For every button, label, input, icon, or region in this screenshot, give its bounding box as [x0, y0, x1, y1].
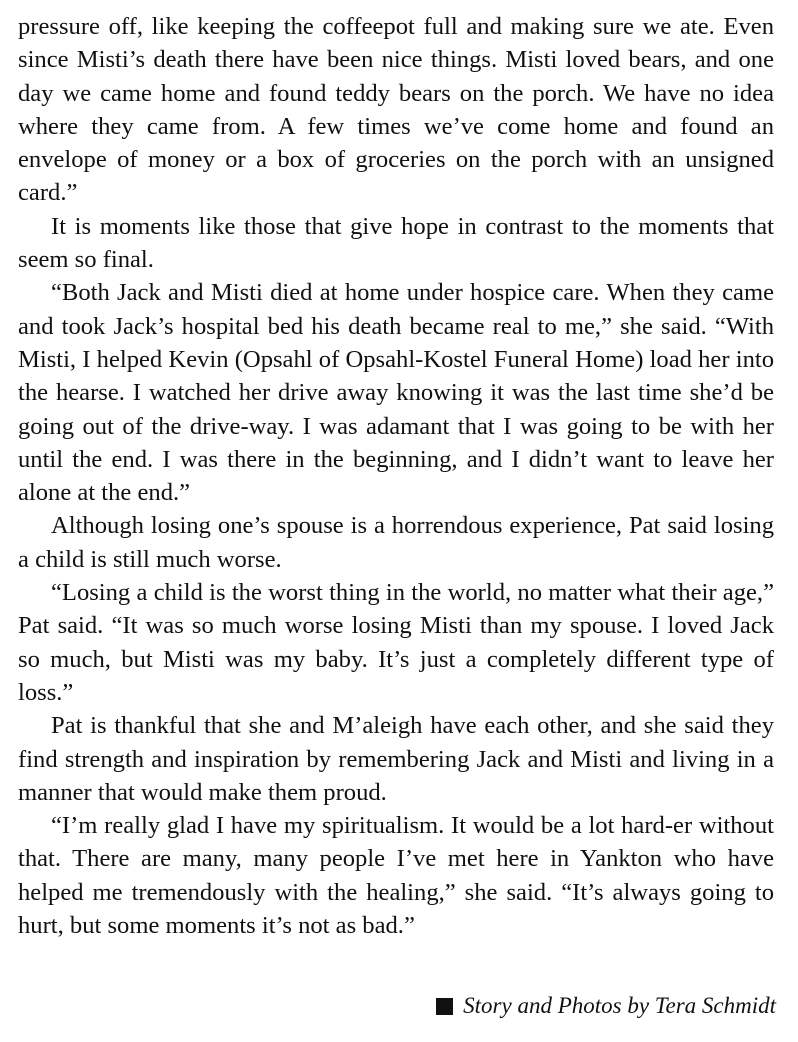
paragraph: “Both Jack and Misti died at home under hospice care. When they came and took Jack’s hospital bed his death became real to me,” she said. “With Misti, I helped Kevin (Opsahl of Opsahl-Kostel Funeral Home) load her into the hearse. I watched her drive away knowing it was the last time she’d be going out of the drive-way. I was adamant that I was going to be with her until the end. I was there in the beginning, and I didn’t want to leave her alone at the end.” [18, 279, 774, 507]
byline-text: Story and Photos by Tera Schmidt [463, 993, 776, 1018]
paragraph: “Losing a child is the worst thing in the world, no matter what their age,” Pat said. “It was so much worse losing Misti than my spouse. I loved Jack so much, but Misti was my baby. It’s just a completely different type of loss.” [18, 579, 774, 706]
paragraph: pressure off, like keeping the coffeepot full and making sure we ate. Even since Misti’s death there have been nice things. Misti loved bears, and one day we came home and found teddy bears on the porch. We have no idea where they came from. A few times we’ve come home and found an envelope of money or a box of groceries on the porch with an unsigned card.” [18, 13, 774, 207]
end-mark-square-icon [436, 998, 453, 1015]
article-body [18, 10, 774, 942]
byline [436, 993, 776, 1019]
paragraph: Pat is thankful that she and M’aleigh have each other, and she said they find strength and inspiration by remembering Jack and Misti and living in a manner that would make them proud. [18, 712, 774, 806]
paragraph: It is moments like those that give hope in contrast to the moments that seem so final. [18, 212, 774, 274]
paragraph: Although losing one’s spouse is a horrendous experience, Pat said losing a child is still much worse. [18, 512, 774, 573]
paragraph: “I’m really glad I have my spiritualism. It would be a lot hard-er without that. There are many, many people I’ve met here in Yankton who have helped me tremendously with the healing,” she said. “It’s always going to hurt, but some moments it’s not as bad.” [18, 812, 774, 940]
